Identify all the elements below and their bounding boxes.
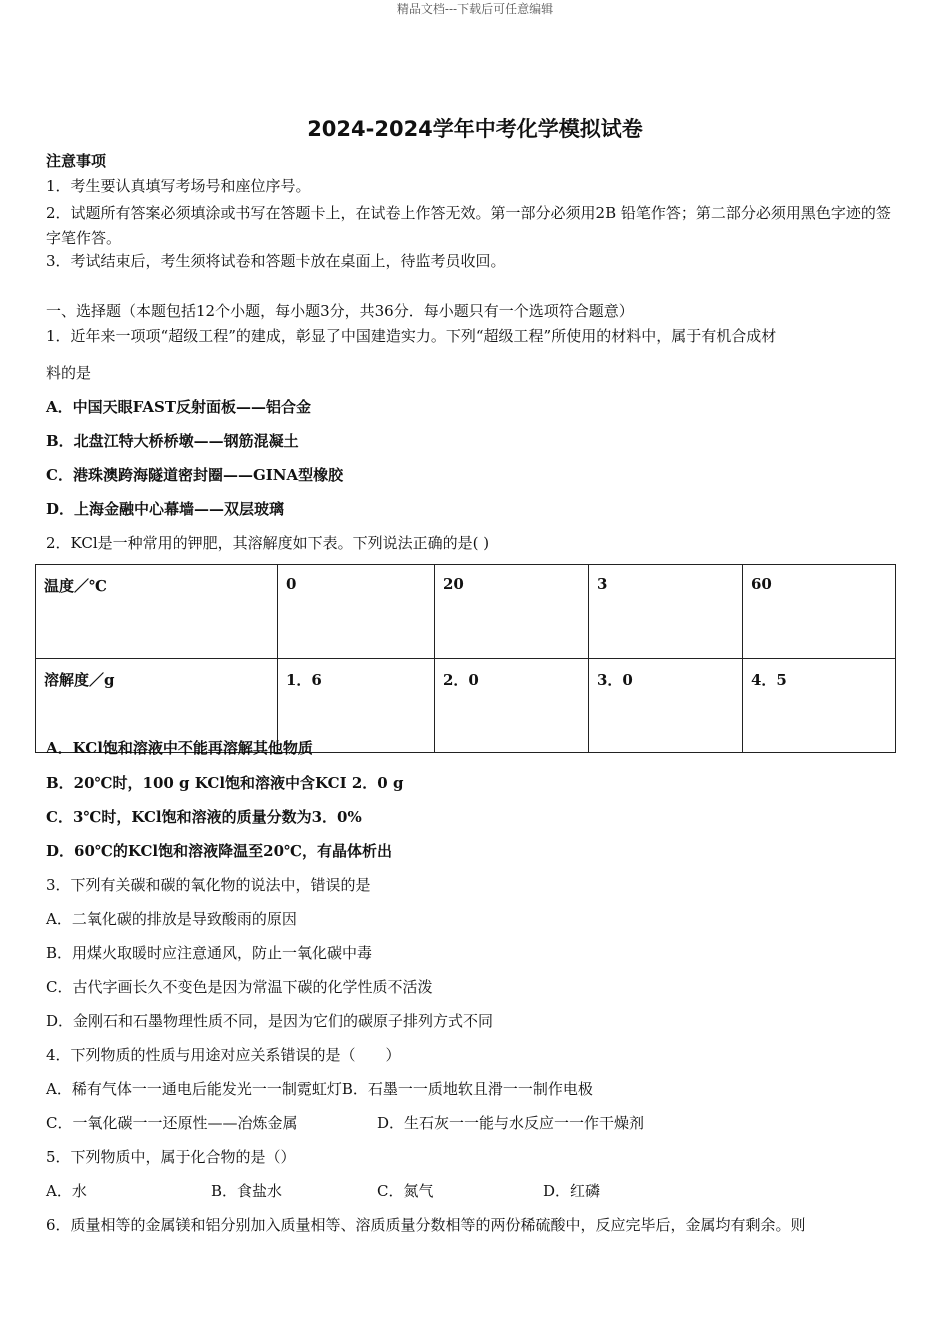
q2-option-c: C．3℃时，KCl饱和溶液的质量分数为3．0%	[46, 808, 362, 826]
q1-option-d: D．上海金融中心幕墙——双层玻璃	[46, 500, 285, 518]
table-cell: 20	[435, 565, 589, 659]
table-cell: 溶解度／g	[36, 659, 278, 753]
q4-option-a: A．稀有气体一一通电后能发光一一制霓虹灯	[46, 1080, 342, 1098]
q2-option-b: B．20℃时，100 g KCl饱和溶液中含KCI 2．0 g	[46, 774, 404, 792]
notice-heading: 注意事项	[46, 152, 107, 170]
q6-stem: 6．质量相等的金属镁和铝分别加入质量相等、溶质质量分数相等的两份稀硫酸中，反应完毕后，金属均有剩余。则	[46, 1216, 806, 1234]
table-cell: 3．0	[589, 659, 743, 753]
q1-option-c: C．港珠澳跨海隧道密封圈——GINA型橡胶	[46, 466, 344, 484]
q5-options-row	[46, 1181, 600, 1201]
q4-options-row-2	[46, 1113, 644, 1133]
q4-option-d: D．生石灰一一能与水反应一一作干燥剂	[377, 1114, 645, 1132]
q1-stem: 1．近年来一项项“超级工程”的建成，彰显了中国建造实力。下列“超级工程”所使用的材料中，属于有机合成材	[46, 327, 777, 345]
q4-stem: 4．下列物质的性质与用途对应关系错误的是（ ）	[46, 1046, 401, 1064]
q5-option-b: B．食盐水	[211, 1182, 283, 1200]
table-cell: 2．0	[435, 659, 589, 753]
q4-option-c: C．一氧化碳一一还原性——冶炼金属	[46, 1114, 298, 1132]
q4-options-row-1	[46, 1079, 593, 1099]
q5-option-d: D．红磷	[543, 1182, 601, 1200]
q3-option-c: C．古代字画长久不变色是因为常温下碳的化学性质不活泼	[46, 978, 433, 996]
table-cell: 温度／℃	[36, 565, 278, 659]
q1-option-b: B．北盘江特大桥桥墩——钢筋混凝土	[46, 432, 299, 450]
notice-item-1: 1．考生要认真填写考场号和座位序号。	[46, 177, 311, 195]
table-cell: 0	[278, 565, 435, 659]
notice-item-3: 3．考试结束后，考生须将试卷和答题卡放在桌面上，待监考员收回。	[46, 252, 506, 270]
q1-option-a: A．中国天眼FAST反射面板——铝合金	[46, 398, 312, 416]
q5-stem: 5．下列物质中，属于化合物的是（）	[46, 1148, 296, 1166]
table-cell: 1．6	[278, 659, 435, 753]
page-header: 精品文档---下载后可任意编辑	[396, 2, 554, 16]
q3-stem: 3．下列有关碳和碳的氧化物的说法中，错误的是	[46, 876, 371, 894]
q3-option-d: D．金刚石和石墨物理性质不同，是因为它们的碳原子排列方式不同	[46, 1012, 494, 1030]
table-cell: 60	[743, 565, 896, 659]
solubility-table	[35, 564, 896, 753]
q1-stem-cont: 料的是	[46, 364, 92, 382]
q5-option-a: A．水	[46, 1182, 87, 1200]
q2-option-a: A．KCl饱和溶液中不能再溶解其他物质	[46, 739, 313, 757]
q5-option-c: C．氮气	[377, 1182, 434, 1200]
table-row	[36, 565, 896, 659]
exam-title: 2024-2024学年中考化学模拟试卷	[307, 117, 643, 141]
q2-option-d: D．60℃的KCl饱和溶液降温至20℃，有晶体析出	[46, 842, 392, 860]
q2-stem: 2．KCl是一种常用的钾肥，其溶解度如下表。下列说法正确的是( )	[46, 534, 490, 552]
notice-item-2: 2．试题所有答案必须填涂或书写在答题卡上，在试卷上作答无效。第一部分必须用2B 铅笔作答；第二部分必须用黑色字迹的签字笔作答。	[46, 204, 891, 247]
q3-option-a: A．二氧化碳的排放是导致酸雨的原因	[46, 910, 297, 928]
table-cell: 4．5	[743, 659, 896, 753]
section-heading: 一、选择题（本题包括12个小题，每小题3分，共36分．每小题只有一个选项符合题意）	[46, 302, 634, 320]
q4-option-b: B．石墨一一质地软且滑一一制作电极	[341, 1080, 593, 1098]
table-cell: 3	[589, 565, 743, 659]
q3-option-b: B．用煤火取暖时应注意通风，防止一氧化碳中毒	[46, 944, 373, 962]
